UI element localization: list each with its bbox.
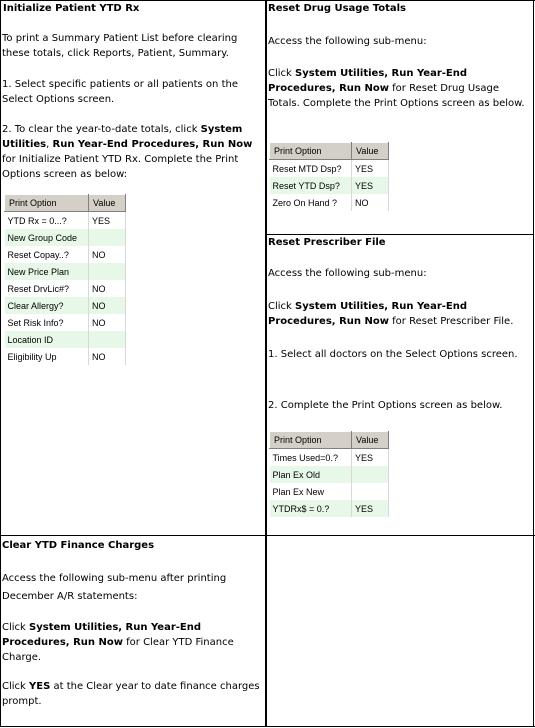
grid-line-bottom xyxy=(0,726,535,727)
section-reset-drug-usage xyxy=(267,1,533,234)
paragraph-select-patients: 1. Select specific patients or all patients on the Select Options screen. xyxy=(2,79,238,105)
table-row xyxy=(270,449,389,467)
table-row xyxy=(5,297,126,314)
paragraph-run-now xyxy=(2,620,264,665)
paragraph-select-doctors: 1. Select all doctors on the Select Options screen. xyxy=(268,349,518,360)
value-cell: YES xyxy=(352,500,389,517)
value-cell: YES xyxy=(352,449,389,467)
table-row xyxy=(270,500,389,517)
value-cell: NO xyxy=(89,246,126,263)
value-cell xyxy=(89,263,126,280)
text-run: Click xyxy=(2,681,30,692)
table-row xyxy=(5,314,126,331)
grid-line-right xyxy=(533,0,534,727)
option-cell: Reset MTD Dsp? xyxy=(270,160,352,178)
option-cell: Set Risk Info? xyxy=(5,314,89,331)
paragraph-run-now xyxy=(268,299,532,329)
paragraph-complete-options: 2. Complete the Print Options screen as below. xyxy=(268,400,503,411)
text-run: for Reset Drug Usage Totals. Complete the Print Options screen as below. xyxy=(268,83,525,109)
value-cell xyxy=(89,229,126,246)
table-header-row xyxy=(270,432,389,449)
print-options-table xyxy=(4,194,126,365)
paragraph-run-now xyxy=(268,66,530,111)
value-cell: NO xyxy=(352,194,389,211)
empty-cell xyxy=(267,536,533,726)
table-row xyxy=(270,194,389,211)
table-row xyxy=(5,331,126,348)
print-options-table xyxy=(269,431,389,517)
column-header-print-option: Print Option xyxy=(270,143,352,160)
section-title: Initialize Patient YTD Rx xyxy=(3,3,140,14)
text-run: for Reset Prescriber File. xyxy=(388,316,514,327)
column-header-value: Value xyxy=(352,432,389,449)
table-row xyxy=(270,177,389,194)
table-row xyxy=(5,212,126,230)
table-header-row xyxy=(270,143,389,160)
value-cell: YES xyxy=(352,177,389,194)
option-cell: Times Used=0.? xyxy=(270,449,352,467)
text-run: 2. To clear the year-to-date totals, click xyxy=(2,124,201,135)
section-initialize-patient-ytd xyxy=(1,1,265,535)
table-row xyxy=(270,483,389,500)
value-cell xyxy=(89,331,126,348)
option-cell: YTDRx$ = 0.? xyxy=(270,500,352,517)
option-cell: New Group Code xyxy=(5,229,89,246)
table-row xyxy=(270,466,389,483)
table-row xyxy=(5,246,126,263)
print-options-table xyxy=(269,142,389,211)
text-run: for Clear YTD Finance Charge. xyxy=(2,637,234,663)
text-run: for Initialize Patient YTD Rx. Complete the Print Options screen as below: xyxy=(2,154,239,180)
value-cell: YES xyxy=(352,160,389,178)
option-cell: Reset Copay..? xyxy=(5,246,89,263)
section-reset-prescriber xyxy=(267,235,533,535)
value-cell: YES xyxy=(89,212,126,230)
section-clear-ytd-finance xyxy=(1,536,265,726)
menu-path-bold: Run Year-End Procedures, Run Now xyxy=(52,139,253,150)
section-title: Clear YTD Finance Charges xyxy=(2,540,155,551)
option-cell: YTD Rx = 0...? xyxy=(5,212,89,230)
menu-path-bold: System Utilities, Run Year-End Procedures, Run Now xyxy=(2,622,202,648)
table-row xyxy=(5,229,126,246)
option-cell: New Price Plan xyxy=(5,263,89,280)
section-title: Reset Prescriber File xyxy=(268,237,386,248)
paragraph-access-submenu: Access the following sub-menu after printing December A/R statements: xyxy=(2,573,227,602)
table-row xyxy=(5,348,126,365)
value-cell: NO xyxy=(89,314,126,331)
option-cell: Plan Ex New xyxy=(270,483,352,500)
option-cell: Clear Allergy? xyxy=(5,297,89,314)
value-cell xyxy=(352,483,389,500)
value-cell: NO xyxy=(89,348,126,365)
menu-path-bold: System Utilities, Run Year-End Procedures, Run Now xyxy=(268,68,468,94)
option-cell: Zero On Hand ? xyxy=(270,194,352,211)
option-cell: Reset YTD Dsp? xyxy=(270,177,352,194)
paragraph-access-submenu: Access the following sub-menu: xyxy=(268,36,427,47)
option-cell: Location ID xyxy=(5,331,89,348)
column-header-print-option: Print Option xyxy=(5,195,89,212)
section-title: Reset Drug Usage Totals xyxy=(268,3,406,14)
text-run: at the Clear year to date finance charges prompt. xyxy=(2,681,260,707)
paragraph-click-yes xyxy=(2,679,264,709)
yes-bold: YES xyxy=(29,681,51,692)
table-row xyxy=(5,280,126,297)
text-run: Click xyxy=(268,68,296,79)
value-cell: NO xyxy=(89,280,126,297)
table-row xyxy=(5,263,126,280)
menu-path-bold: System Utilities, Run Year-End Procedures, Run Now xyxy=(268,301,468,327)
column-header-value: Value xyxy=(89,195,126,212)
column-header-print-option: Print Option xyxy=(270,432,352,449)
paragraph-access-submenu: Access the following sub-menu: xyxy=(268,268,427,279)
value-cell: NO xyxy=(89,297,126,314)
menu-path-bold: System Utilities xyxy=(2,124,243,150)
paragraph-summary-list: To print a Summary Patient List before clearing these totals, click Reports, Patient, Summary. xyxy=(2,33,238,59)
text-run: Click xyxy=(2,622,30,633)
option-cell: Reset DrvLic#? xyxy=(5,280,89,297)
paragraph-clear-totals xyxy=(2,122,264,182)
column-header-value: Value xyxy=(352,143,389,160)
text-run: Click xyxy=(268,301,296,312)
option-cell: Eligibility Up xyxy=(5,348,89,365)
value-cell xyxy=(352,466,389,483)
text-run: , xyxy=(46,139,53,150)
option-cell: Plan Ex Old xyxy=(270,466,352,483)
table-row xyxy=(270,160,389,178)
table-header-row xyxy=(5,195,126,212)
